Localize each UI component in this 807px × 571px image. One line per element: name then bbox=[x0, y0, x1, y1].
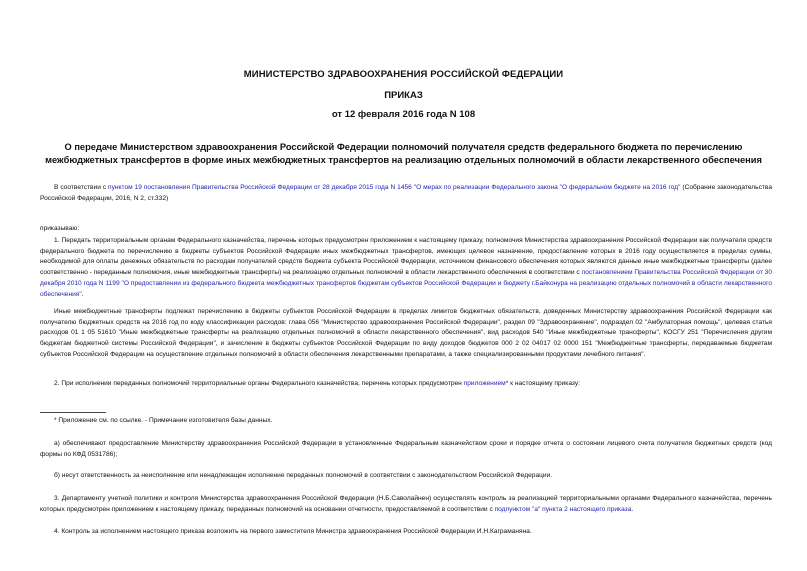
paragraph-3-text: 3. Департаменту учетной политики и контроля Министерства здравоохранения Российской Федерации (Н.Б.Саволайнен) осуществлять контроль за реализацией территориальными органами Федерального казначейства, перечень которых предусмотрен приложением к настоящему приказу, переданных полномочий на основании отчетности, предоставляемой в соответствии с bbox=[40, 495, 772, 513]
paragraph-1-text: 1. Передать территориальным органам Федерального казначейства, перечень которых предусмотрен приложением к настоящему приказу, полномочия Министерства здравоохранения Российской Федерации как получателя средств федерального бюджета по перечислению в бюджеты субъектов Российской Федерации иных межбюджетных трансфертов, имеющих целевое назначение, предоставление которых в 2016 году осуществляется в пределах суммы, необходимой для оплаты денежных обязательств по расходам получателей средств бюджета субъекта Российской Федерации, источником финансового обеспечения которых являются данные иные межбюджетные трансферты (далее соответственно - переданные полномочия, иные межбюджетные трансферты) на реализацию отдельных полномочий в области лекарственного обеспечения в соответствии с bbox=[40, 237, 772, 277]
preamble-text: В соответствии с bbox=[54, 184, 109, 191]
document-date-number: от 12 февраля 2016 года N 108 bbox=[331, 109, 476, 120]
paragraph-1 bbox=[40, 236, 772, 300]
paragraph-2a: а) обеспечивают предоставление Министерству здравоохранения Российской Федерации в установленные Федеральным казначейством сроки и порядке отчета о состоянии лицевого счета получателя бюджетных средств (код формы по КФД 0531786); bbox=[40, 440, 772, 458]
paragraph-other-transfers: Иные межбюджетные трансферты подлежат перечислению в бюджеты субъектов Российской Федерации в пределах лимитов бюджетных обязательств, доведенных Министерству здравоохранения Российской Федерации как получателю бюджетных средств на 2016 год по коду классификации расходов: глава 056 "Министерство здравоохранения Российской Федерации", раздел 09 "Здравоохранение", подраздел 02 "Амбулаторная помощь", целевая статья расходов 01 1 05 51610 "Иные межбюджетные трансферты на реализацию отдельных полномочий в области лекарственного обеспечения", вид расходов 540 "Иные межбюджетные трансферты", КОСГУ 251 "Перечисления другим бюджетам бюджетной системы Российской Федерации", и зачисление в бюджеты субъектов Российской Федерации по виду доходов бюджетов 000 2 02 04017 02 0000 151 "Межбюджетные трансферты, передаваемые бюджетам субъектов Российской Федерации на осуществление отдельных полномочий в области обеспечения лекарственными препаратами, а также специализированными продуктами лечебного питания". bbox=[40, 308, 772, 358]
preamble-paragraph bbox=[40, 183, 772, 204]
paragraph-1-end: . bbox=[81, 290, 84, 298]
footnote: * Приложение см. по ссылке. - Примечание изготовителя базы данных. bbox=[54, 417, 273, 424]
document-type: ПРИКАЗ bbox=[384, 90, 423, 101]
footnote-divider bbox=[40, 412, 106, 413]
paragraph-2 bbox=[40, 379, 772, 390]
paragraph-3 bbox=[40, 494, 772, 515]
paragraph-3-link[interactable]: подпунктом "а" пункта 2 настоящего приказа bbox=[494, 505, 632, 513]
paragraph-3-end: . bbox=[631, 505, 634, 513]
paragraph-2b: б) несут ответственность за неисполнение или ненадлежащее исполнение переданных полномочий в соответствии с законодательством Российской Федерации. bbox=[54, 472, 553, 479]
paragraph-1-link[interactable]: постановлением Правительства Российской Федерации от 30 декабря 2010 года N 1199 "О предоставлении из федерального бюджета межбюджетных трансфертов бюджетам субъектов Российской Федерации и бюджету г.Байконура на реализацию отдельных полномочий в области лекарственного обеспечения" bbox=[40, 269, 772, 298]
paragraph-2-link[interactable]: приложением bbox=[463, 380, 506, 387]
preamble-source: (Собрание законодательства Российской Федерации, 2016, N 2, ст.332) bbox=[40, 184, 772, 202]
prikazyvayu-label: приказываю: bbox=[40, 225, 80, 232]
preamble-link[interactable]: пунктом 19 постановления Правительства Российской Федерации от 28 декабря 2015 года N 1456 "О мерах по реализации Федерального закона "О федеральном бюджете на 2016 год" bbox=[108, 184, 681, 191]
paragraph-2-end: * к настоящему приказу: bbox=[505, 380, 580, 387]
document-subject: О передаче Министерством здравоохранения Российской Федерации полномочий получателя средств федерального бюджета по перечислению межбюджетных трансфертов в форме иных межбюджетных трансфертов на реализацию отдельных полномочий в области лекарственного обеспечения bbox=[45, 142, 762, 165]
paragraph-2-text: 2. При исполнении переданных полномочий территориальные органы Федерального казначейства, перечень которых предусмотрен bbox=[54, 380, 464, 387]
paragraph-4: 4. Контроль за исполнением настоящего приказа возложить на первого заместителя Министра здравоохранения Российской Федерации И.Н.Каграманяна. bbox=[54, 528, 532, 535]
ministry-heading: МИНИСТЕРСТВО ЗДРАВООХРАНЕНИЯ РОССИЙСКОЙ ФЕДЕРАЦИИ bbox=[243, 69, 564, 80]
